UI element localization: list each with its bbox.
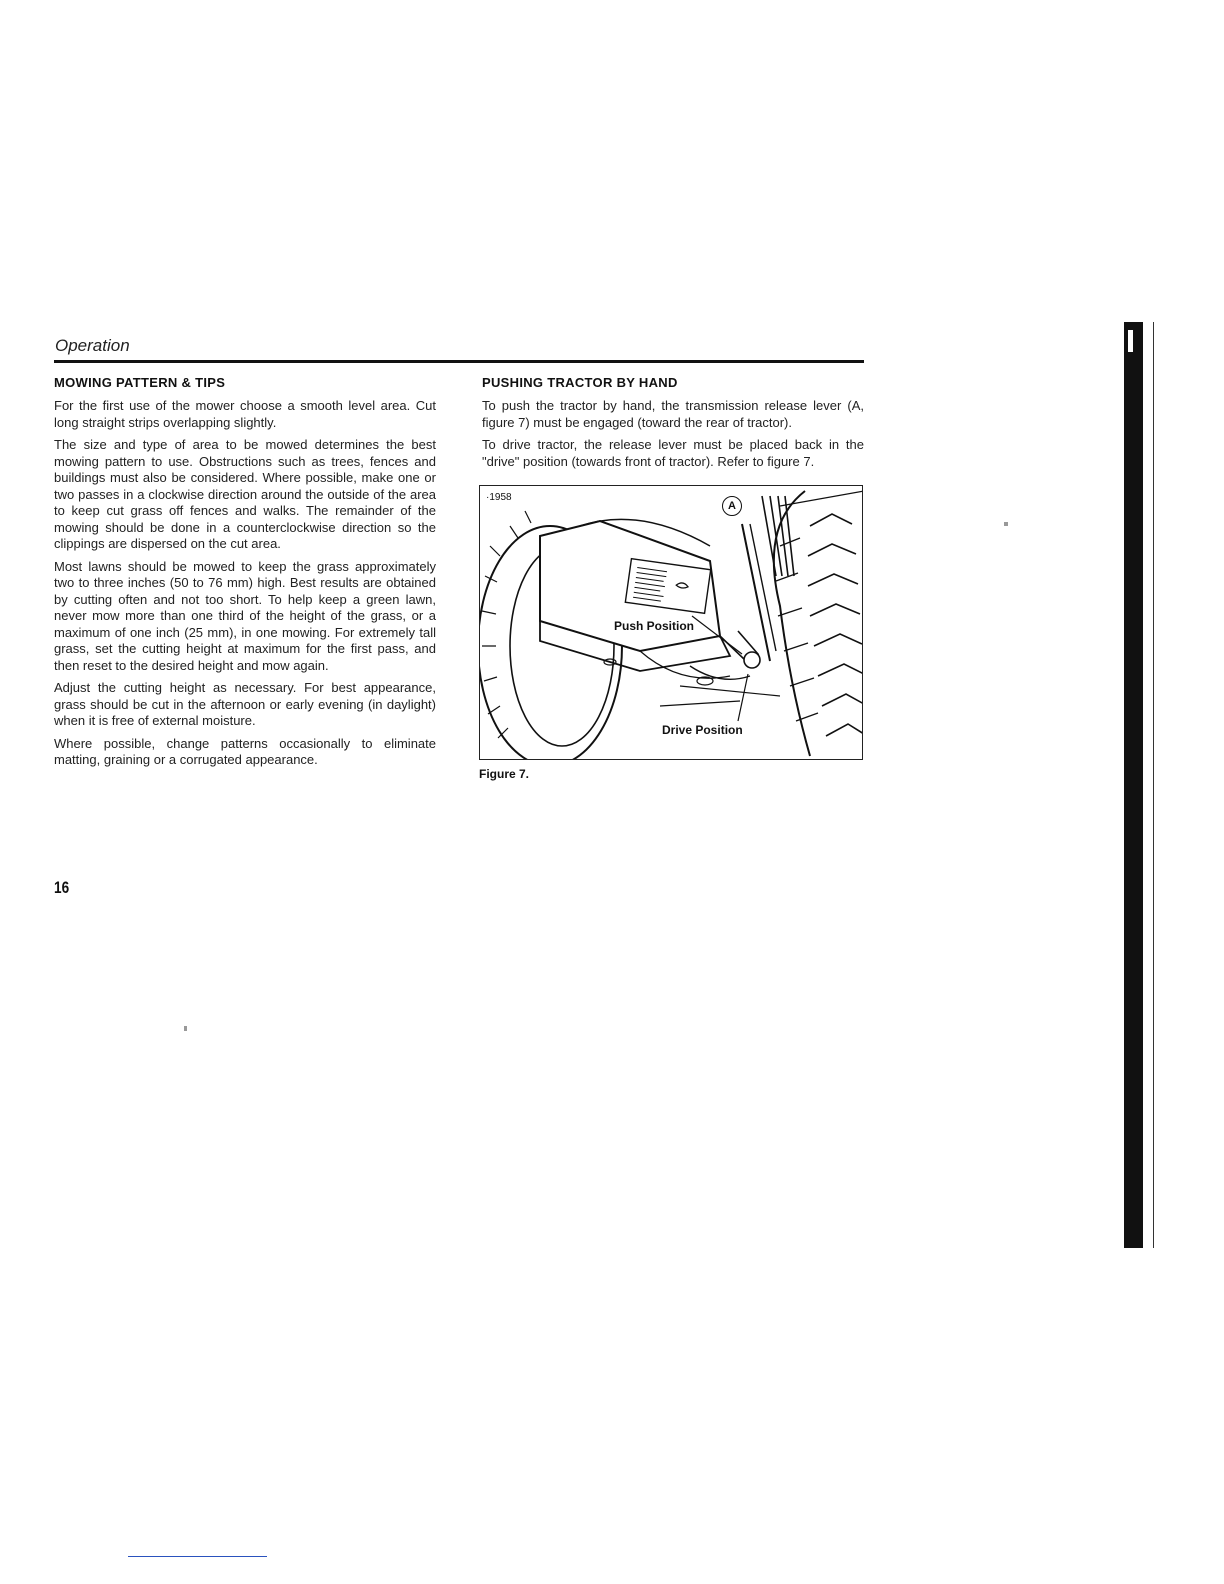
right-column [482,372,864,476]
mowing-heading: MOWING PATTERN & TIPS [54,375,226,390]
figure-caption: Figure 7. [479,767,530,781]
pushing-paragraph: To drive tractor, the release lever must be placed back in the "drive" position (towards front of tractor). Refer to figure 7. [482,437,864,469]
figure-code: ·1958 [486,492,512,503]
left-column [54,372,436,775]
mowing-paragraph: Where possible, change patterns occasionally to eliminate matting, graining or a corrugated appearance. [54,735,436,767]
push-position-label: Push Position [614,619,695,633]
scan-edge-notch [1128,330,1133,352]
scan-edge-bar [1124,322,1143,1248]
mowing-paragraph: For the first use of the mower choose a smooth level area. Cut long straight strips overlapping slightly. [54,398,436,430]
link-underline[interactable] [128,1556,267,1557]
drive-position-label: Drive Position [662,723,743,737]
mowing-paragraph: Adjust the cutting height as necessary. For best appearance, grass should be cut in the afternoon or early evening (in daylight) when it is free of external moisture. [54,680,436,728]
pushing-heading: PUSHING TRACTOR BY HAND [482,375,678,390]
callout-a: A [722,496,742,516]
figure-7 [479,485,863,760]
page-number: 16 [54,878,70,897]
scan-edge-line [1153,322,1154,1248]
mowing-paragraph: Most lawns should be mowed to keep the grass approximately two to three inches (50 to 76 mm) high. Best results are obtained by cutting often and not too short. To help keep a green lawn, never mow more than one third of the height of the grass, or a maximum of one inch (25 mm), in one mowing. For extremely tall grass, set the cutting height at maximum for the first pass, and then reset to the desired height and mow again. [54,558,436,673]
section-title: Operation [55,336,130,355]
scan-speck [184,1026,187,1031]
header-rule [54,360,864,363]
pushing-paragraph: To push the tractor by hand, the transmission release lever (A, figure 7) must be engaged (toward the rear of tractor). [482,398,864,430]
mowing-paragraph: The size and type of area to be mowed determines the best mowing pattern to use. Obstructions such as trees, fences and buildings must also be considered. Where possible, make one or two passes in a clockwise direction around the outside of the area to keep cut grass off fences and walks. The remainder of the mowing should be done in a counterclockwise direction so the clippings are dispersed on the cut area. [54,437,436,551]
scan-speck [1004,522,1008,526]
